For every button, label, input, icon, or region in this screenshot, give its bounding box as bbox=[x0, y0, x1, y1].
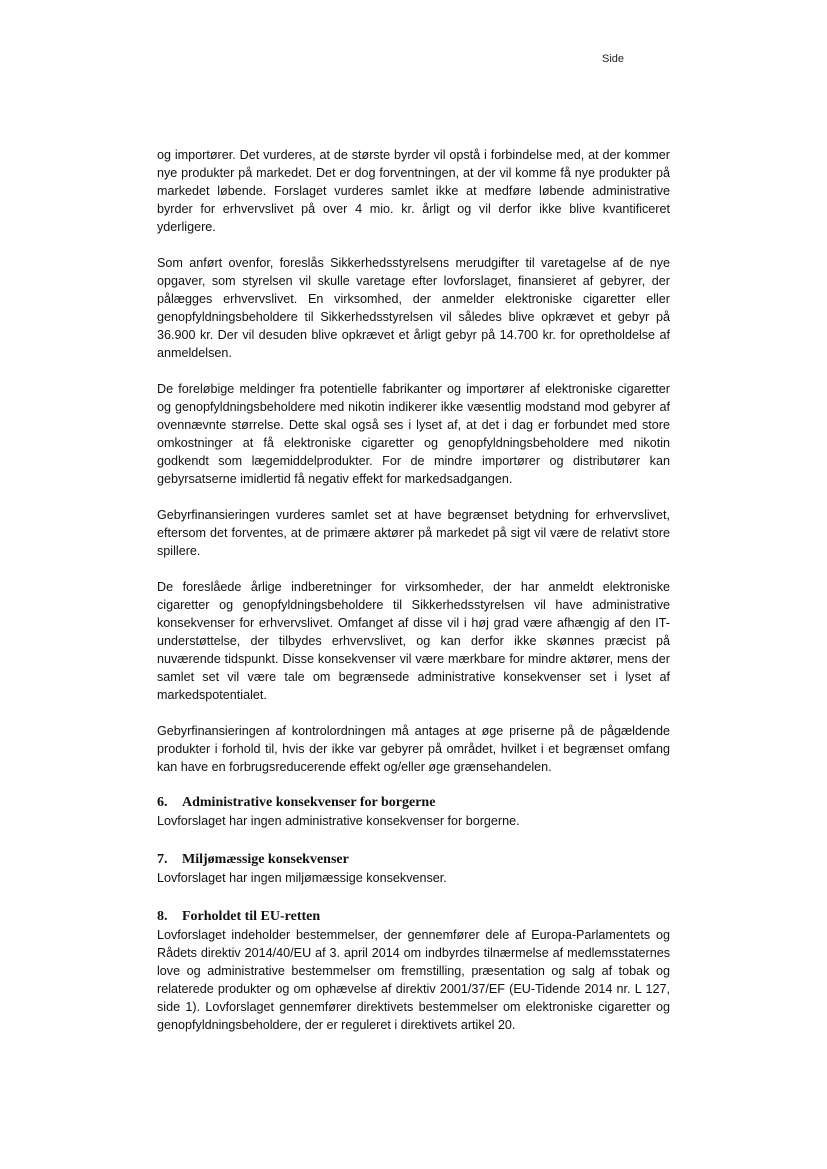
section-body: Lovforslaget indeholder bestemmelser, der gennemfører dele af Europa-Parlamentets og Rådets direktiv 2014/40/EU af 3. april 2014 om indbyrdes tilnærmelse af medlemsstaternes love og administrative bestemmelser om fremstilling, præsentation og salg af tobak og relaterede produkter og om ophævelse af direktiv 2001/37/EF (EU-Tidende 2014 nr. L 127, side 1). Lovforslaget gennemfører direktivets bestemmelser om elektroniske cigaretter og genopfyldningsbeholdere, der er reguleret i direktivets artikel 20. bbox=[157, 928, 670, 1032]
section-number: 7. bbox=[157, 852, 168, 867]
section-heading bbox=[157, 794, 670, 812]
section-title: Forholdet til EU-retten bbox=[182, 909, 321, 924]
section-7 bbox=[157, 851, 670, 887]
paragraph: Som anført ovenfor, foreslås Sikkerhedsstyrelsens merudgifter til varetagelse af de nye opgaver, som styrelsen vil skulle varetage efter lovforslaget, finansieret af gebyrer, der pålægges erhvervslivet. En virksomhed, der anmelder elektroniske cigaretter eller genopfyldningsbeholdere til Sikkerhedsstyrelsen vil således blive opkrævet et gebyr på 36.900 kr. Der vil desuden blive opkrævet et årligt gebyr på 14.700 kr. for opretholdelse af anmeldelsen. bbox=[157, 256, 670, 360]
section-6 bbox=[157, 794, 670, 830]
document-body bbox=[157, 146, 670, 1034]
section-8 bbox=[157, 908, 670, 1034]
section-heading bbox=[157, 851, 670, 869]
section-title: Administrative konsekvenser for borgerne bbox=[182, 795, 436, 810]
paragraph: De foreslåede årlige indberetninger for virksomheder, der har anmeldt elektroniske cigaretter og genopfyldningsbeholdere til Sikkerhedsstyrelsen vil have administrative konsekvenser for erhvervslivet. Omfanget af disse vil i høj grad være afhængig af den IT-understøttelse, der tilbydes erhvervslivet, og kan derfor ikke skønnes præcist på nuværende tidspunkt. Disse konsekvenser vil være mærkbare for mindre aktører, mens der samlet set vil være tale om begrænsede administrative konsekvenser set i lyset af markedspotentialet. bbox=[157, 580, 670, 702]
section-heading bbox=[157, 908, 670, 926]
page-header-side-label: Side bbox=[602, 53, 625, 65]
section-number: 8. bbox=[157, 909, 168, 924]
section-body: Lovforslaget har ingen miljømæssige konsekvenser. bbox=[157, 871, 447, 885]
section-number: 6. bbox=[157, 795, 168, 810]
section-title: Miljømæssige konsekvenser bbox=[182, 852, 349, 867]
section-body: Lovforslaget har ingen administrative konsekvenser for borgerne. bbox=[157, 814, 520, 828]
paragraph: Gebyrfinansieringen af kontrolordningen må antages at øge priserne på de pågældende produkter i forhold til, hvis der ikke var gebyrer på området, hvilket i et begrænset omfang kan have en forbrugsreducerende effekt og/eller øge grænsehandelen. bbox=[157, 724, 670, 774]
paragraph: Gebyrfinansieringen vurderes samlet set at have begrænset betydning for erhvervslivet, eftersom det forventes, at de primære aktører på markedet på sigt vil være de relativt store spillere. bbox=[157, 508, 670, 558]
paragraph: De foreløbige meldinger fra potentielle fabrikanter og importører af elektroniske cigaretter og genopfyldningsbeholdere med nikotin indikerer ikke væsentlig modstand mod gebyrer af ovennævnte størrelse. Dette skal også ses i lyset af, at det i dag er forbundet med store omkostninger at få elektroniske cigaretter og genopfyldningsbeholdere med nikotin godkendt som lægemiddelprodukter. For de mindre importører og distributører kan gebyrsatserne imidlertid få negativ effekt for markedsadgangen. bbox=[157, 382, 670, 486]
paragraph: og importører. Det vurderes, at de største byrder vil opstå i forbindelse med, at der kommer nye produkter på markedet. Det er dog forventningen, at der vil komme få nye produkter på markedet løbende. Forslaget vurderes samlet ikke at medføre løbende administrative byrder for erhvervslivet på over 4 mio. kr. årligt og vil derfor ikke blive kvantificeret yderligere. bbox=[157, 148, 670, 234]
